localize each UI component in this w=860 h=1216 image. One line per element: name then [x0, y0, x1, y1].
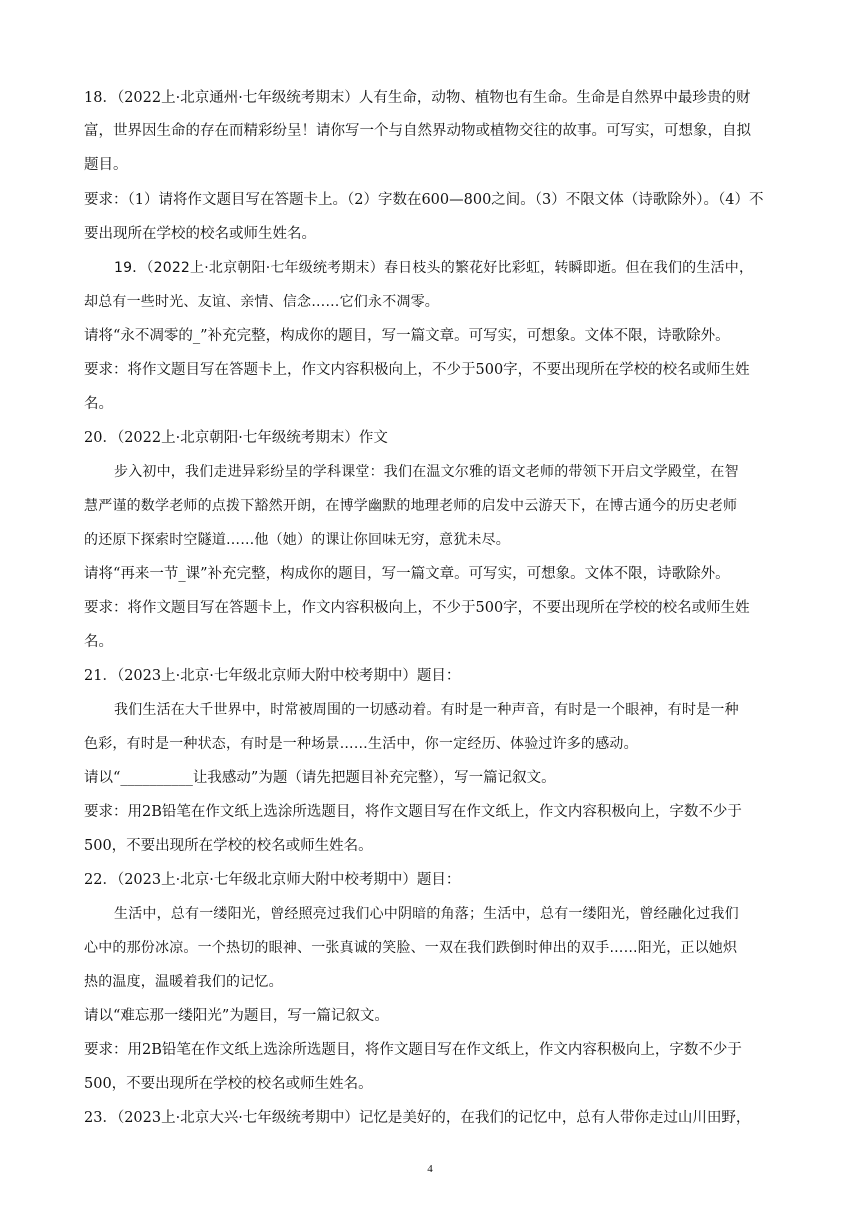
q19-prompt: 请将“永不凋零的_”补充完整，构成你的题目，写一篇文章。可写实，可想象。文体不限，诗歌除外。: [84, 328, 730, 344]
q22-prompt: 请以“难忘那一缕阳光”为题目，写一篇记叙文。: [84, 1008, 389, 1024]
q22-requirement-line-1: 要求：用2B铅笔在作文纸上选涂所选题目，将作文题目写在作文纸上，作文内容积极向上，字数不少于: [84, 1042, 742, 1058]
q21-requirement-line-1: 要求：用2B铅笔在作文纸上选涂所选题目，将作文题目写在作文纸上，作文内容积极向上，字数不少于: [84, 804, 742, 820]
q20-requirement-line-2: 名。: [84, 634, 113, 650]
q22-passage-line-1: 生活中，总有一缕阳光，曾经照亮过我们心中阴暗的角落；生活中，总有一缕阳光，曾经融化过我们: [114, 906, 739, 922]
q20-passage-line-3: 的还原下探索时空隧道……他（她）的课让你回味无穷，意犹未尽。: [84, 532, 510, 548]
q20-prompt: 请将“再来一节_课”补充完整，构成你的题目，写一篇文章。可写实，可想象。文体不限，诗歌除外。: [84, 566, 730, 582]
q19-requirement-line-1: 要求：将作文题目写在答题卡上，作文内容积极向上，不少于500字，不要出现所在学校的校名或师生姓: [84, 362, 750, 378]
q21-requirement-line-2: 500，不要出现所在学校的校名或师生姓名。: [84, 838, 373, 854]
q22-passage-line-2: 心中的那份冰凉。一个热切的眼神、一张真诚的笑脸、一双在我们跌倒时伸出的双手……阳光，正以她炽: [84, 940, 738, 956]
q18-line-3: 题目。: [84, 157, 128, 173]
q20-passage-line-1: 步入初中，我们走进异彩纷呈的学科课堂：我们在温文尔雅的语文老师的带领下开启文学殿堂，在智: [114, 464, 739, 480]
q20-requirement-line-1: 要求：将作文题目写在答题卡上，作文内容积极向上，不少于500字，不要出现所在学校的校名或师生姓: [84, 600, 750, 616]
q18-line-2: 富，世界因生命的存在而精彩纷呈！请你写一个与自然界动物或植物交往的故事。可写实，可想象，自拟: [84, 123, 751, 139]
q21-heading: 21．（2023上·北京·七年级北京师大附中校考期中）题目：: [84, 668, 461, 684]
q18-line-1: 18．（2022上·北京通州·七年级统考期末）人有生命，动物、植物也有生命。生命是自然界中最珍贵的财: [84, 90, 751, 106]
q21-passage-line-1: 我们生活在大千世界中，时常被周围的一切感动着。有时是一种声音，有时是一个眼神，有时是一种: [114, 702, 739, 718]
q18-requirement-line-1: 要求：（1）请将作文题目写在答题卡上。（2）字数在600—800之间。（3）不限文体（诗歌除外）。（4）不: [84, 192, 764, 208]
q20-passage-line-2: 慧严谨的数学老师的点拨下豁然开朗，在博学幽默的地理老师的启发中云游天下，在博古通今的历史老师: [84, 498, 738, 514]
page-number: 4: [427, 1163, 433, 1175]
q21-prompt: 请以“__________让我感动”为题（请先把题目补充完整），写一篇记叙文。: [84, 770, 556, 786]
q18-requirement-line-2: 要出现所在学校的校名或师生姓名。: [84, 226, 316, 242]
q22-requirement-line-2: 500，不要出现所在学校的校名或师生姓名。: [84, 1076, 373, 1092]
q21-passage-line-2: 色彩，有时是一种状态，有时是一种场景……生活中，你一定经历、体验过许多的感动。: [84, 736, 638, 752]
q19-line-1: 19．（2022上·北京朝阳·七年级统考期末）春日枝头的繁花好比彩虹，转瞬即逝。但在我们的生活中，: [114, 260, 754, 276]
q19-requirement-line-2: 名。: [84, 396, 113, 412]
q22-heading: 22．（2023上·北京·七年级北京师大附中校考期中）题目：: [84, 872, 461, 888]
q19-line-2: 却总有一些时光、友谊、亲情、信念……它们永不凋零。: [84, 294, 439, 310]
q23-line-1: 23．（2023上·北京大兴·七年级统考期中）记忆是美好的，在我们的记忆中，总有人带你走过山川田野，: [84, 1110, 751, 1126]
q20-heading: 20．（2022上·北京朝阳·七年级统考期末）作文: [84, 430, 388, 446]
q22-passage-line-3: 热的温度，温暖着我们的记忆。: [84, 974, 283, 990]
